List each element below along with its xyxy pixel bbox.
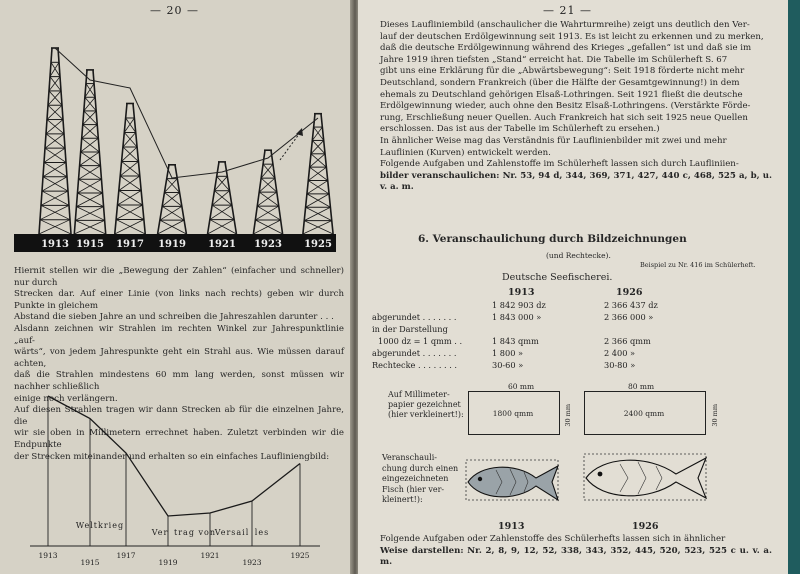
line-chart-year: 1913	[38, 551, 58, 560]
rect2-height-label: 30 mm	[711, 404, 719, 427]
line-chart	[0, 378, 352, 574]
left-paragraph-line: Strecken dar. Auf einer Linie (von links nach rechts) geben wir durch Punkte in gleichem	[14, 289, 344, 311]
right-paragraph-line: rung, Erschließung neuer Quellen. Auch Frankreich hat sich seit 1925 neue Quellen	[380, 112, 748, 123]
rect-description	[388, 390, 464, 420]
line-chart-words	[76, 521, 269, 537]
table-cell-1913: 1 843 qmm	[492, 336, 539, 346]
table-row-label: abgerundet . . . . . . .	[372, 348, 457, 358]
left-paragraph-line: einige noch verlängern.	[14, 393, 118, 404]
left-paragraph-line: Auf diesen Strahlen tragen wir dann Strecken ab für die einzelnen Jahre, die	[14, 405, 344, 427]
left-paragraph-line: daß die Strahlen mindestens 60 mm lang werden, sonst müssen wir nachher schließlich	[14, 370, 344, 392]
page-number-left: — 20 —	[150, 4, 199, 17]
line-chart-year: 1921	[200, 551, 220, 560]
table-cell-1913: 1 843 000 »	[492, 312, 542, 322]
line-chart-series	[48, 396, 300, 516]
section-title: 6. Veranschaulichung durch Bildzeichnungen	[418, 233, 687, 245]
right-paragraph-line: lauf der deutschen Erdölgewinnung seit 1913. Es ist leicht zu erkennen und zu merken,	[380, 31, 764, 42]
example-reference: Beispiel zu Nr. 416 im Schülerheft.	[640, 261, 756, 269]
left-paragraph-line: wärts“, von jedem Jahrespunkte geht ein Strahl aus. Wie müssen darauf achten,	[14, 347, 344, 369]
right-paragraph-line: Weise darstellen: Nr. 2, 8, 9, 12, 52, 338, 343, 352, 445, 520, 523, 525 c u. v. a. m.	[380, 545, 772, 568]
derrick-year-label: 1915	[76, 239, 104, 250]
fish-year-1926: 1926	[632, 521, 659, 532]
right-paragraph-line: In ähnlicher Weise mag das Verständnis für Lauflinienbilder mit zwei und mehr	[380, 135, 727, 146]
right-paragraph-line: daß die deutsche Erdölgewinnung während des Krieges „gefallen“ ist und daß sie im	[380, 43, 752, 54]
line-chart-year: 1919	[158, 558, 178, 567]
rect-description-line: papier gezeichnet	[388, 400, 461, 409]
line-chart-word: Versail	[214, 528, 250, 537]
line-chart-word: les	[254, 528, 270, 537]
right-paragraph-line: Folgende Aufgaben und Zahlenstoffe im Schülerheft lassen sich durch Laufliniien-	[380, 159, 739, 170]
rect1-height-label: 30 mm	[564, 404, 572, 427]
derrick-1921	[208, 162, 237, 234]
line-chart-year: 1923	[242, 558, 262, 567]
derrick-year-label: 1923	[254, 239, 282, 250]
line-chart-year: 1925	[290, 551, 310, 560]
table-cell-1926: 2 400 »	[604, 348, 636, 358]
derrick-year-label: 1925	[304, 239, 332, 250]
line-chart-word: trag von	[174, 528, 216, 537]
table-row-label: 1000 dz = 1 qmm . .	[378, 336, 463, 346]
left-paragraph-line: Hiernit stellen wir die „Bewegung der Zahlen“ (einfacher und schneller) nur durch	[14, 266, 344, 288]
left-paragraph-line: Alsdann zeichnen wir Strahlen im rechten Winkel zur Jahrespunktlinie „auf-	[14, 323, 344, 346]
fish-illustrations	[358, 448, 788, 528]
fish-description-line: Fisch (hier ver-	[382, 484, 445, 494]
rect1-width-label: 60 mm	[508, 382, 535, 391]
left-paragraph-line: wir sie oben in Millimetern errechnet haben. Zuletzt verbinden wir die Endpunkte	[14, 428, 344, 450]
derrick-1915	[74, 70, 105, 234]
derrick-year-label: 1913	[41, 239, 69, 250]
left-page	[0, 0, 352, 574]
line-chart-word: Weltkrieg	[75, 521, 125, 530]
derrick-1919	[158, 165, 187, 234]
table-cell-1926: 2 366 qmm	[604, 336, 651, 346]
fish-1913-icon	[466, 460, 558, 500]
column-1913: 1913	[508, 287, 535, 298]
derrick-1913	[39, 48, 71, 234]
rect1-area: 1800 qmm	[492, 409, 534, 418]
right-paragraph-line: Lauflinien (Kurven) entwickelt werden.	[380, 147, 551, 158]
line-chart-word: Ver	[151, 528, 169, 537]
fish-description-line: kleinert!):	[382, 495, 423, 504]
line-chart-year: 1915	[80, 558, 100, 567]
rect-description-line: Auf Millimeter-	[388, 390, 450, 399]
right-paragraph-line: Dieses Laufliniembild (anschaulicher die Wahrturmreihe) zeigt uns deutlich den Ver-	[380, 20, 750, 30]
table-row-label: abgerundet . . . . . . .	[372, 312, 457, 322]
rect-description-line: (hier verkleinert!):	[388, 410, 464, 419]
derrick-year-label: 1919	[158, 239, 186, 250]
right-paragraph-line: ehemals zu Deutschland gehörigen Elsaß-Lothringen. Seit 1921 fließt die deutsche	[380, 89, 743, 100]
right-paragraph-line: bilder veranschaulichen: Nr. 53, 94 d, 344, 369, 371, 427, 440 c, 468, 525 a, b, u. v. a. m.	[380, 170, 772, 193]
table-cell-1926: 30-80 »	[604, 360, 636, 370]
derrick-1917	[115, 103, 145, 234]
right-paragraph-line: Deutschland, sondern Frankreich (über die Hälfte der Gesamtgewinnung!) in dem	[380, 77, 740, 88]
right-page	[358, 0, 788, 574]
derrick-1923	[253, 150, 282, 234]
fish-1926-icon	[584, 454, 706, 500]
oil-derrick-chart	[0, 0, 352, 260]
table-cell-1926: 2 366 437 dz	[604, 300, 658, 310]
rect2-width-label: 80 mm	[628, 382, 655, 391]
section-subtitle: (und Rechtecke).	[546, 251, 611, 260]
right-paragraph-line: Jahre 1919 ihren tiefsten „Stand“ erreicht hat. Die Tabelle im Schülerheft S. 67	[380, 54, 728, 65]
right-paragraph-2	[380, 534, 772, 569]
table-row-label: in der Darstellung	[372, 324, 448, 334]
line-chart-year: 1917	[116, 551, 136, 560]
table-cell-1913: 1 842 903 dz	[492, 300, 546, 310]
column-1926: 1926	[616, 287, 643, 298]
fish-description-line: eingezeichneten	[382, 474, 449, 483]
derrick-year-label: 1917	[116, 239, 144, 250]
right-paragraph-line: erschlossen. Das ist aus der Tabelle im Schülerheft zu ersehen.)	[380, 124, 660, 135]
fish-year-1913: 1913	[498, 521, 525, 532]
derrick-year-label: 1921	[208, 239, 236, 250]
line-chart-year-labels	[38, 551, 309, 567]
table-cell-1926: 2 366 000 »	[604, 312, 654, 322]
right-paragraph-line: Erdölgewinnung wieder, auch ohne den Besitz Elsaß-Lothringens. (Verstärkte Förde-	[380, 101, 751, 112]
fish-description-line: Veranschauli-	[382, 453, 438, 462]
right-paragraph-line: gibt uns eine Erklärung für die „Abwärtsbewegung“: Seit 1918 förderte nicht mehr	[380, 66, 745, 77]
right-paragraph-1	[380, 20, 772, 194]
rect2-area: 2400 qmm	[623, 409, 665, 418]
table-cell-1913: 30-60 »	[492, 360, 524, 370]
table-title: Deutsche Seefischerei.	[502, 272, 613, 283]
left-paragraph-line: der Strecken miteinander und erhalten so ein einfaches Laufliniengbild:	[14, 451, 330, 462]
left-paragraph-line: Abstand die sieben Jahre an und schreiben die Jahreszahlen darunter . . .	[14, 312, 334, 323]
fish-description-line: chung durch einen	[382, 463, 459, 473]
table-cell-1913: 1 800 »	[492, 348, 524, 358]
page-number-right: — 21 —	[543, 4, 592, 17]
right-paragraph-line: Folgende Aufgaben oder Zahlenstoffe des Schülerhefts lassen sich in ähnlicher	[380, 534, 726, 544]
derrick-1925	[303, 114, 333, 234]
table-row-label: Rechtecke . . . . . . . .	[372, 360, 458, 370]
